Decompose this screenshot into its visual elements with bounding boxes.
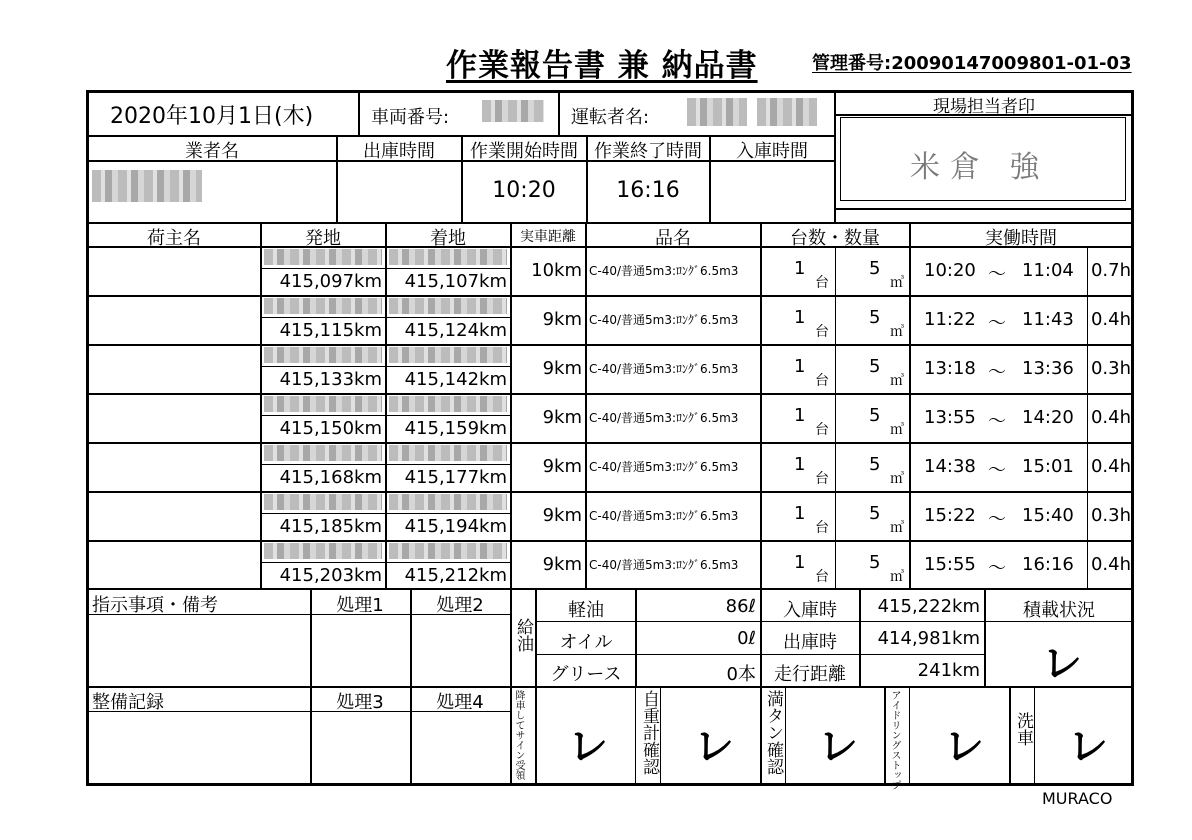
grid-line	[585, 222, 587, 588]
work-start: 13:55	[924, 407, 976, 428]
return-odometer-value: 415,222km	[877, 596, 980, 617]
count-value: 1	[794, 405, 806, 426]
origin-redacted	[264, 347, 382, 363]
vendor-name-redacted	[92, 170, 202, 202]
grid-line	[909, 686, 910, 784]
count-value: 1	[794, 454, 806, 475]
load-status-check: レ	[1042, 641, 1082, 687]
grid-line	[86, 540, 1134, 542]
wash-check: レ	[1068, 724, 1108, 770]
vendor-label: 業者名	[185, 141, 239, 162]
count-value: 1	[794, 356, 806, 377]
driver-name-redacted-2	[757, 98, 817, 126]
grid-line	[260, 366, 510, 367]
destination-km: 415,159km	[404, 418, 507, 439]
grid-line	[260, 513, 510, 514]
work-start: 13:18	[924, 358, 976, 379]
grid-line	[358, 90, 360, 135]
origin-redacted	[264, 396, 382, 412]
destination-km: 415,212km	[404, 565, 507, 586]
col-quantity: 台数・数量	[790, 228, 880, 249]
work-end: 11:43	[1022, 309, 1074, 330]
wash-label: 洗車	[1013, 712, 1033, 746]
site-seal-label: 現場担当者印	[933, 97, 1035, 117]
site-signature: 米倉 強	[910, 150, 1050, 185]
work-tilde: 〜	[988, 558, 1006, 579]
work-hours: 0.4h	[1090, 554, 1131, 575]
process4-label: 処理4	[436, 692, 484, 713]
sign-receipt-label: 降車してサイン受領	[513, 690, 524, 780]
full-tank-label: 満タン確認	[763, 690, 783, 775]
footer-brand: MURACO	[1042, 789, 1113, 808]
count-unit: 台	[815, 569, 829, 585]
volume-value: 5	[869, 503, 881, 524]
grid-line	[760, 686, 762, 784]
count-value: 1	[794, 503, 806, 524]
work-start: 15:22	[924, 505, 976, 526]
volume-unit: ㎥	[890, 275, 904, 291]
count-unit: 台	[815, 422, 829, 438]
origin-redacted	[264, 298, 382, 314]
scale-check-mark: レ	[694, 724, 734, 770]
grease-value: 0本	[726, 664, 756, 685]
volume-value: 5	[869, 258, 881, 279]
destination-km: 415,107km	[404, 271, 507, 292]
grid-line	[260, 415, 510, 416]
volume-value: 5	[869, 405, 881, 426]
grid-line	[86, 344, 1134, 346]
driver-name-label: 運転者名:	[571, 107, 650, 128]
item-name: C-40/普通5m3:ﾛﾝｸﾞ6.5m3	[589, 558, 739, 572]
volume-unit: ㎥	[890, 471, 904, 487]
work-end: 15:01	[1022, 456, 1074, 477]
travel-distance-value: 241km	[917, 660, 980, 681]
end-time-label: 作業終了時間	[594, 141, 702, 162]
distance-value: 9km	[542, 309, 582, 330]
grid-line	[310, 588, 312, 784]
grid-line	[86, 442, 1134, 444]
grid-line	[510, 588, 512, 784]
destination-redacted	[389, 445, 507, 461]
volume-unit: ㎥	[890, 373, 904, 389]
travel-distance-label: 走行距離	[774, 664, 846, 685]
destination-km: 415,194km	[404, 516, 507, 537]
grid-line	[535, 686, 537, 784]
start-time-label: 作業開始時間	[470, 141, 578, 162]
maintenance-label: 整備記録	[92, 692, 164, 713]
destination-redacted	[389, 543, 507, 559]
col-distance: 実車距離	[520, 229, 576, 245]
work-hours: 0.3h	[1090, 505, 1131, 526]
origin-redacted	[264, 494, 382, 510]
work-tilde: 〜	[988, 362, 1006, 383]
col-work-time: 実働時間	[985, 228, 1057, 249]
origin-km: 415,203km	[279, 565, 382, 586]
volume-value: 5	[869, 552, 881, 573]
grid-line	[86, 295, 1134, 297]
distance-value: 9km	[542, 505, 582, 526]
scale-check-label: 自重計確認	[639, 690, 659, 775]
item-name: C-40/普通5m3:ﾛﾝｸﾞ6.5m3	[589, 411, 739, 425]
process2-label: 処理2	[436, 595, 484, 616]
grid-line	[535, 654, 985, 655]
idling-stop-check: レ	[944, 724, 984, 770]
destination-redacted	[389, 298, 507, 314]
count-unit: 台	[815, 471, 829, 487]
destination-redacted	[389, 347, 507, 363]
oil-label: オイル	[559, 632, 613, 653]
work-tilde: 〜	[988, 264, 1006, 285]
work-hours: 0.4h	[1090, 309, 1131, 330]
process1-label: 処理1	[336, 595, 384, 616]
count-unit: 台	[815, 520, 829, 536]
work-tilde: 〜	[988, 460, 1006, 481]
distance-value: 10km	[531, 260, 582, 281]
item-name: C-40/普通5m3:ﾛﾝｸﾞ6.5m3	[589, 313, 739, 327]
origin-redacted	[264, 249, 382, 265]
grid-line	[86, 588, 1134, 590]
grid-line	[835, 246, 836, 588]
distance-value: 9km	[542, 407, 582, 428]
volume-unit: ㎥	[890, 520, 904, 536]
work-start: 10:20	[924, 260, 976, 281]
origin-redacted	[264, 543, 382, 559]
document-header	[0, 40, 1192, 84]
grid-line	[86, 393, 1134, 395]
distance-value: 9km	[542, 456, 582, 477]
grid-line	[1034, 686, 1035, 784]
return-odometer-label: 入庫時	[783, 600, 837, 621]
management-number: 管理番号:20090147009801-01-03	[812, 53, 1132, 74]
work-hours: 0.4h	[1090, 456, 1131, 477]
fuel-label: 給油	[513, 618, 533, 652]
report-date: 2020年10月1日(木)	[110, 104, 314, 129]
distance-value: 9km	[542, 554, 582, 575]
work-hours: 0.3h	[1090, 358, 1131, 379]
work-hours: 0.4h	[1090, 407, 1131, 428]
volume-value: 5	[869, 454, 881, 475]
work-end: 14:20	[1022, 407, 1074, 428]
vehicle-number-label: 車両番号:	[371, 107, 450, 128]
work-start: 15:55	[924, 554, 976, 575]
sign-receipt-check: レ	[568, 724, 608, 770]
col-origin: 発地	[305, 228, 341, 249]
distance-value: 9km	[542, 358, 582, 379]
origin-km: 415,150km	[279, 418, 382, 439]
work-end: 15:40	[1022, 505, 1074, 526]
depart-odometer-value: 414,981km	[877, 628, 980, 649]
work-end: 13:36	[1022, 358, 1074, 379]
volume-unit: ㎥	[890, 422, 904, 438]
grid-line	[86, 686, 1134, 688]
origin-km: 415,133km	[279, 369, 382, 390]
work-hours: 0.7h	[1090, 260, 1131, 281]
origin-km: 415,115km	[279, 320, 382, 341]
diesel-label: 軽油	[568, 600, 604, 621]
destination-km: 415,142km	[404, 369, 507, 390]
count-unit: 台	[815, 373, 829, 389]
volume-value: 5	[869, 307, 881, 328]
work-tilde: 〜	[988, 411, 1006, 432]
document-title: 作業報告書 兼 納品書	[446, 48, 758, 84]
depart-odometer-label: 出庫時	[783, 632, 837, 653]
grid-line	[909, 222, 911, 588]
origin-km: 415,185km	[279, 516, 382, 537]
count-value: 1	[794, 552, 806, 573]
return-time-label: 入庫時間	[736, 141, 808, 162]
oil-value: 0ℓ	[737, 628, 756, 649]
grid-line	[260, 268, 510, 269]
volume-value: 5	[869, 356, 881, 377]
start-time-value: 10:20	[492, 178, 556, 203]
grid-line	[1009, 686, 1011, 784]
destination-km: 415,124km	[404, 320, 507, 341]
diesel-value: 86ℓ	[725, 596, 756, 617]
work-start: 11:22	[924, 309, 976, 330]
item-name: C-40/普通5m3:ﾛﾝｸﾞ6.5m3	[589, 264, 739, 278]
origin-km: 415,097km	[279, 271, 382, 292]
instructions-label: 指示事項・備考	[92, 595, 218, 616]
full-tank-check: レ	[818, 724, 858, 770]
grid-line	[785, 686, 786, 784]
grid-line	[760, 222, 762, 588]
col-item: 品名	[655, 228, 691, 249]
count-value: 1	[794, 307, 806, 328]
destination-km: 415,177km	[404, 467, 507, 488]
work-tilde: 〜	[988, 313, 1006, 334]
work-tilde: 〜	[988, 509, 1006, 530]
work-end: 16:16	[1022, 554, 1074, 575]
grid-line	[260, 317, 510, 318]
load-status-label: 積載状況	[1023, 600, 1095, 621]
origin-km: 415,168km	[279, 467, 382, 488]
item-name: C-40/普通5m3:ﾛﾝｸﾞ6.5m3	[589, 509, 739, 523]
grid-line	[86, 491, 1134, 493]
destination-redacted	[389, 396, 507, 412]
grid-line	[884, 686, 886, 784]
count-value: 1	[794, 258, 806, 279]
process3-label: 処理3	[336, 692, 384, 713]
count-unit: 台	[815, 275, 829, 291]
grease-label: グリース	[550, 664, 622, 685]
count-unit: 台	[815, 324, 829, 340]
grid-line	[635, 686, 636, 784]
item-name: C-40/普通5m3:ﾛﾝｸﾞ6.5m3	[589, 362, 739, 376]
end-time-value: 16:16	[616, 178, 680, 203]
grid-line	[260, 464, 510, 465]
grid-line	[558, 90, 560, 135]
grid-line	[834, 208, 1134, 210]
item-name: C-40/普通5m3:ﾛﾝｸﾞ6.5m3	[589, 460, 739, 474]
work-end: 11:04	[1022, 260, 1074, 281]
grid-line	[410, 588, 412, 784]
vehicle-number-redacted	[482, 100, 544, 122]
destination-redacted	[389, 249, 507, 265]
depart-time-label: 出庫時間	[363, 141, 435, 162]
driver-name-redacted-1	[687, 98, 747, 126]
work-start: 14:38	[924, 456, 976, 477]
destination-redacted	[389, 494, 507, 510]
origin-redacted	[264, 445, 382, 461]
grid-line	[660, 686, 661, 784]
volume-unit: ㎥	[890, 324, 904, 340]
idling-stop-label: アイドリングストップ	[889, 690, 900, 790]
grid-line	[260, 562, 510, 563]
col-shipper: 荷主名	[147, 228, 201, 249]
col-destination: 着地	[430, 228, 466, 249]
volume-unit: ㎥	[890, 569, 904, 585]
